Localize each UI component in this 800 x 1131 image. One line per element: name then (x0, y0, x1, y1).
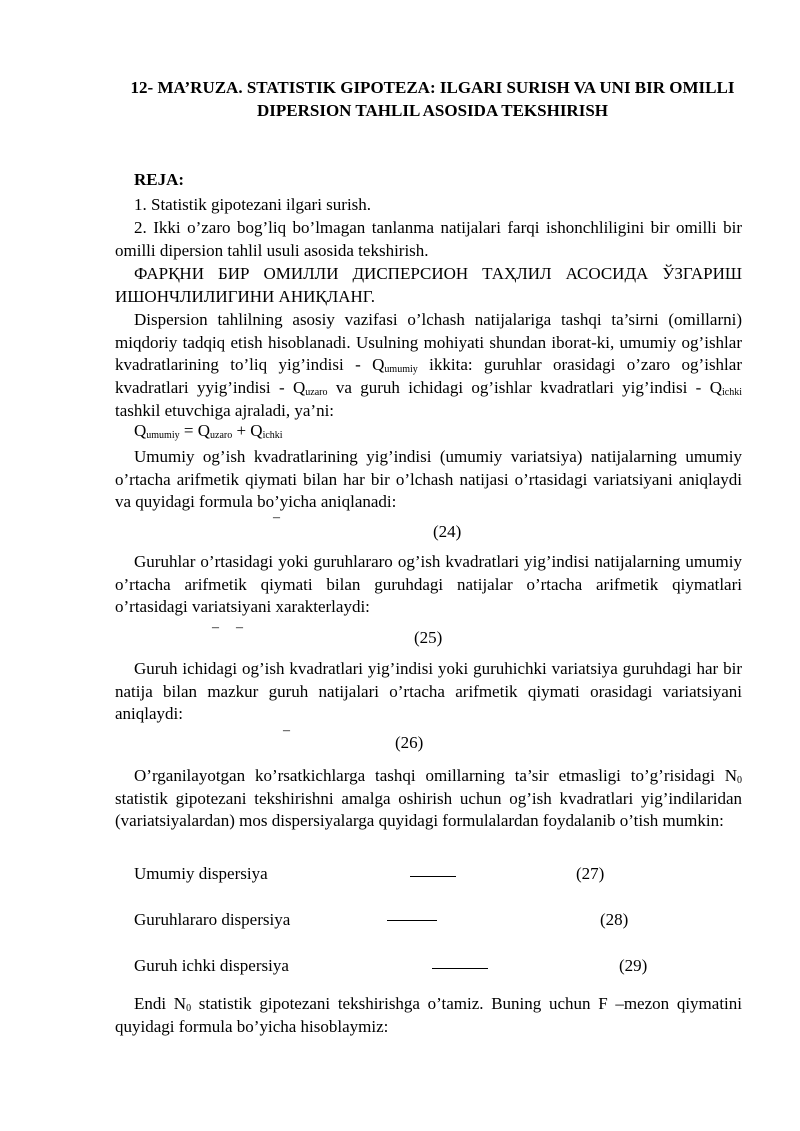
equation-number-29: (29) (619, 956, 648, 975)
lecture-title: 12- MA’RUZA. STATISTIK GIPOTEZA: ILGARI SURISH VA UNI BIR OMILLI DIPERSION TAHLIL ASOSIDA TEKSHIRISH (130, 78, 735, 120)
text-span: Dispersion tahlilning asosiy vazifasi o’lchash natijalariga tashqi ta’sirni (omillarni) miqdoriy tadqiq etish hisoblanadi. Usulning mohiyati shundan iborat-ki, umumiy og’ishlar kvadratlarining to’liq yig’indisi - Q (115, 310, 742, 375)
subscript-zero: 0 (737, 775, 742, 786)
cyrillic-heading: ФАРҚНИ БИР ОМИЛЛИ ДИСПЕРСИОН ТАҲЛИЛ АСОСИДА ЎЗГАРИШ ИШОНЧЛИЛИГИНИ АНИҚЛАНГ. (115, 264, 742, 306)
text-span: statistik gipotezani tekshirishga o’tamiz. Buning uchun F –mezon qiymatini quyidagi formula bo’yicha hisoblaymiz: (115, 994, 742, 1036)
fraction-bar (387, 920, 437, 921)
paragraph-total-variation: Umumiy og’ish kvadratlarining yig’indisi (umumiy variatsiya) natijalarning umumiy o’rtacha arifmetik qiymati bilan har bir o’lchash natijasi o’rtasidagi variatsiyani aniqlaydi va quyidagi formula bo’yicha aniqlanadi: (115, 447, 742, 512)
subscript-umumiy: umumiy (146, 430, 180, 441)
mean-bar-mark: – (283, 723, 290, 738)
paragraph-within-group: Guruh ichidagi og’ish kvadratlari yig’indisi yoki guruhichki variatsiya guruhdagi har bir natija bilan mazkur guruh natijalari o’rtacha arifmetik qiymati orasidagi variatsiyani aniqlaydi: (115, 659, 742, 724)
plan-item-2: 2. Ikki o’zaro bog’liq bo’lmagan tanlanma natijalari farqi ishonchliligini bir omilli bir omilli dipersion tahlil usuli asosida tekshirish. (115, 218, 742, 260)
text-span: = Q (179, 421, 210, 440)
text-span: Endi N (134, 994, 187, 1013)
text-span: va guruh ichidagi og’ishlar kvadratlari yig’indisi - Q (327, 378, 722, 398)
total-dispersion-label: Umumiy dispersiya (134, 864, 268, 883)
text-span: + Q (232, 421, 263, 440)
text-span: O’rganilayotgan ko’rsatkichlarga tashqi omillarning ta’sir etmasligi to’g’risidagi N (134, 766, 737, 785)
mean-bar-mark: – (212, 620, 219, 635)
subscript-uzaro: uzaro (305, 387, 328, 399)
subscript-ichki: ichki (721, 387, 742, 399)
text-span: statistik gipotezani tekshirishni amalga oshirish uchun og’ish kvadratlari yig’indilaridan (variatsiyalardan) mos dispersiyalarga quyidagi formulalardan foydalanib o’tish mumkin: (115, 788, 742, 831)
paragraph-hypothesis (115, 765, 742, 833)
paragraph-dispersion-intro (115, 309, 742, 423)
subscript-ichki: ichki (262, 430, 283, 441)
plan-item-1: 1. Statistik gipotezani ilgari surish. (134, 195, 372, 214)
subscript-zero: 0 (186, 1003, 192, 1014)
within-group-dispersion-label: Guruh ichki dispersiya (134, 956, 289, 975)
equation-q-sum (134, 421, 283, 441)
equation-number-27: (27) (576, 864, 605, 883)
mean-bar-mark: – (273, 510, 280, 525)
subscript-uzaro: uzaro (210, 430, 233, 441)
text-span: tashkil etuvchiga ajraladi, ya’ni: (115, 400, 335, 420)
mean-bar-mark: – (236, 620, 243, 635)
plan-heading: REJA: (134, 170, 185, 189)
between-group-dispersion-label: Guruhlararo dispersiya (134, 910, 291, 929)
equation-number-24: (24) (433, 522, 462, 541)
equation-number-26: (26) (395, 733, 424, 752)
paragraph-f-criterion (115, 993, 742, 1038)
fraction-bar (410, 876, 456, 877)
text-span: Q (134, 421, 147, 440)
paragraph-between-group: Guruhlar o’rtasidagi yoki guruhlararo og’ish kvadratlari yig’indisi natijalarning umumiy o’rtacha arifmetik qiymati bilan guruhdagi natijalar o’rtacha arifmetik qiymatlari o’rtasidagi variatsiyani xarakterlaydi: (115, 552, 742, 617)
fraction-bar (432, 968, 488, 969)
subscript-umumiy: umumiy (384, 364, 418, 376)
text-span: ikkita: guruhlar orasidagi o’zaro og’ishlar kvadratlari yyig’indisi - Q (115, 355, 742, 398)
equation-number-25: (25) (414, 628, 443, 647)
equation-number-28: (28) (600, 910, 629, 929)
